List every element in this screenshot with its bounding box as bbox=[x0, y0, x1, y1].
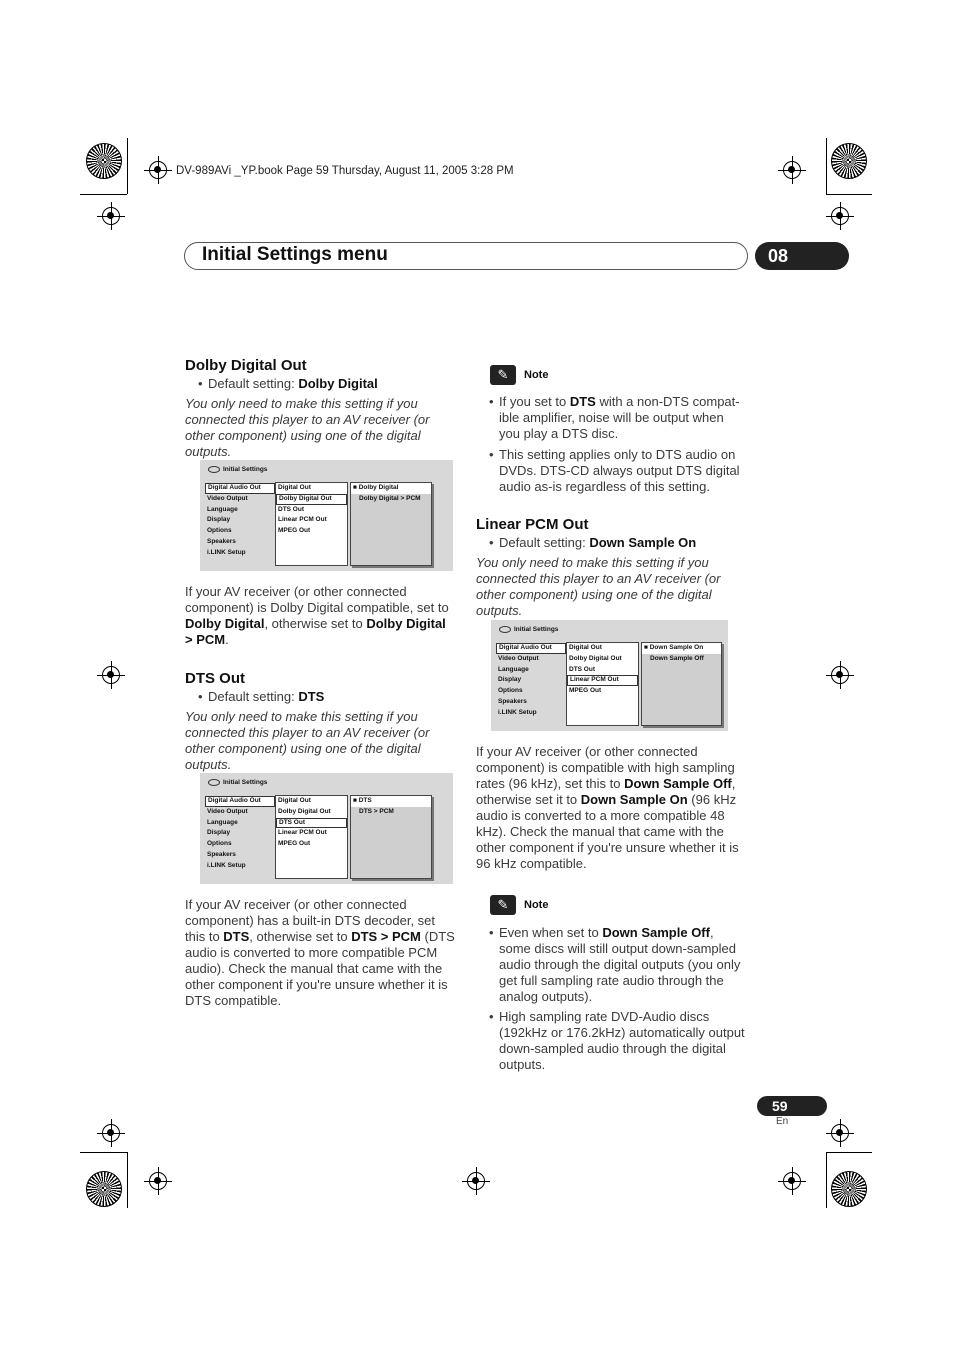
section-dts-out bbox=[185, 671, 455, 773]
screen-header: Initial Settings bbox=[208, 466, 267, 473]
page-language: En bbox=[776, 1116, 789, 1127]
default-setting: • Default setting: DTS bbox=[185, 689, 455, 705]
submenu-panel bbox=[275, 482, 348, 566]
menu-item[interactable]: Video Output bbox=[207, 807, 248, 815]
note-bullet: • Even when set to Down Sample Off, some discs will still output down-sampled audio through the digital outputs (you only get full sampling rate audio through the analog outputs). bbox=[476, 925, 746, 1005]
option-item[interactable]: ■ Down Sample On bbox=[642, 643, 721, 654]
options-panel bbox=[350, 795, 432, 879]
submenu-panel bbox=[275, 795, 348, 879]
menu-item[interactable]: Language bbox=[207, 505, 238, 513]
registration-starburst-icon bbox=[831, 143, 867, 179]
menu-item[interactable]: Language bbox=[207, 818, 238, 826]
dts-body bbox=[185, 897, 455, 1009]
note-label: Note bbox=[524, 369, 549, 381]
menu-item[interactable]: Language bbox=[498, 665, 529, 673]
crosshair-icon bbox=[783, 161, 801, 179]
page-number: 59 bbox=[757, 1096, 827, 1116]
italic-note: You only need to make this setting if you connected this player to an AV receiver (or other component) using one of the digital outputs. bbox=[185, 709, 430, 772]
submenu-item[interactable]: Dolby Digital Out bbox=[276, 494, 347, 505]
menu-item[interactable]: Speakers bbox=[207, 537, 236, 545]
section-heading: DTS Out bbox=[185, 670, 245, 687]
crosshair-icon bbox=[102, 666, 120, 684]
option-item[interactable]: ■ Dolby Digital bbox=[351, 483, 431, 494]
note-bullet: • High sampling rate DVD-Audio discs (192kHz or 176.2kHz) automatically output down-sampled audio through the digital outputs. bbox=[476, 1009, 746, 1073]
default-setting: • Default setting: Down Sample On bbox=[476, 535, 746, 551]
option-item[interactable]: ■ DTS bbox=[351, 796, 431, 807]
crosshair-icon bbox=[783, 1172, 801, 1190]
options-panel bbox=[641, 642, 722, 726]
registration-starburst-icon bbox=[86, 143, 122, 179]
crosshair-icon bbox=[831, 1124, 849, 1142]
menu-item[interactable]: i.LINK Setup bbox=[207, 861, 246, 869]
option-item[interactable]: DTS > PCM bbox=[359, 807, 394, 815]
italic-note: You only need to make this setting if you connected this player to an AV receiver (or other component) using one of the digital outputs. bbox=[476, 555, 721, 618]
screen-header: Initial Settings bbox=[208, 779, 267, 786]
submenu-item[interactable]: DTS Out bbox=[276, 818, 347, 829]
menu-item[interactable]: Options bbox=[207, 527, 232, 535]
note-bullet: • This setting applies only to DTS audio on DVDs. DTS-CD always output DTS digital audio as-is regardless of this setting. bbox=[476, 447, 746, 495]
crosshair-icon bbox=[102, 1124, 120, 1142]
submenu-panel bbox=[566, 642, 639, 726]
menu-item[interactable]: Options bbox=[207, 840, 232, 848]
screen-dts-out bbox=[200, 773, 453, 884]
section-heading: Linear PCM Out bbox=[476, 516, 589, 533]
crosshair-icon bbox=[467, 1172, 485, 1190]
submenu-item[interactable]: DTS Out bbox=[569, 665, 595, 673]
crosshair-icon bbox=[149, 1172, 167, 1190]
submenu-item[interactable]: Dolby Digital Out bbox=[569, 654, 622, 662]
menu-item[interactable]: Display bbox=[207, 516, 231, 524]
print-header: DV-989AVi _YP.book Page 59 Thursday, August 11, 2005 3:28 PM bbox=[176, 165, 514, 177]
menu-item[interactable]: Digital Audio Out bbox=[205, 483, 275, 494]
menu-item[interactable]: Display bbox=[498, 676, 522, 684]
menu-item[interactable]: Speakers bbox=[207, 850, 236, 858]
submenu-item[interactable]: Linear PCM Out bbox=[567, 675, 638, 686]
crosshair-icon bbox=[149, 161, 167, 179]
submenu-item[interactable]: MPEG Out bbox=[278, 840, 311, 848]
italic-note: You only need to make this setting if you connected this player to an AV receiver (or other component) using one of the digital outputs. bbox=[185, 396, 430, 459]
option-item[interactable]: Dolby Digital > PCM bbox=[359, 494, 421, 502]
submenu-item[interactable]: Linear PCM Out bbox=[278, 516, 327, 524]
crosshair-icon bbox=[831, 207, 849, 225]
body-text: If your AV receiver (or other connected component) is Dolby Digital compatible, set to Dolby Digital, otherwise set to Dolby Digital > PCM. bbox=[185, 584, 449, 647]
menu-panel bbox=[204, 482, 276, 566]
menu-item[interactable]: Digital Audio Out bbox=[205, 796, 275, 807]
note-1 bbox=[476, 394, 746, 495]
crosshair-icon bbox=[102, 207, 120, 225]
page-title: Initial Settings menu bbox=[202, 244, 388, 265]
disc-icon bbox=[208, 466, 220, 473]
menu-item[interactable]: i.LINK Setup bbox=[498, 708, 537, 716]
menu-item[interactable]: Video Output bbox=[498, 654, 539, 662]
menu-item[interactable]: Video Output bbox=[207, 494, 248, 502]
note-pencil-icon: ✎ bbox=[490, 895, 516, 915]
submenu-item[interactable]: Dolby Digital Out bbox=[278, 807, 331, 815]
submenu-item[interactable]: Digital Out bbox=[278, 484, 311, 491]
submenu-item[interactable]: MPEG Out bbox=[569, 687, 602, 695]
note-pencil-icon: ✎ bbox=[490, 365, 516, 385]
dolby-body bbox=[185, 584, 455, 648]
submenu-item[interactable]: MPEG Out bbox=[278, 527, 311, 535]
body-text: If your AV receiver (or other connected component) has a built-in DTS decoder, set this to DTS, otherwise set to DTS > PCM (DTS audio is converted to more compatible PCM audio). Check the manual that came with the other component if you're unsure whether it is DTS compatible. bbox=[185, 897, 455, 1008]
submenu-item[interactable]: Digital Out bbox=[569, 644, 602, 651]
menu-item[interactable]: Speakers bbox=[498, 697, 527, 705]
section-heading: Dolby Digital Out bbox=[185, 357, 307, 374]
menu-item[interactable]: Display bbox=[207, 829, 231, 837]
body-text: If your AV receiver (or other connected component) is compatible with high sampling rates (96 kHz), set this to Down Sample Off, otherwise set it to Down Sample On (96 kHz audio is converted to a more compatible 48 kHz). Check the manual that came with the other component if you're unsure whether it is 96 kHz compatible. bbox=[476, 744, 739, 871]
registration-starburst-icon bbox=[831, 1171, 867, 1207]
note-bullet: • If you set to DTS with a non-DTS compat-ible amplifier, noise will be output when you play a DTS disc. bbox=[476, 394, 746, 442]
options-panel bbox=[350, 482, 432, 566]
menu-panel bbox=[495, 642, 567, 726]
note-label: Note bbox=[524, 899, 549, 911]
pcm-body bbox=[476, 744, 746, 872]
option-item[interactable]: Down Sample Off bbox=[650, 654, 704, 662]
crosshair-icon bbox=[831, 666, 849, 684]
menu-item[interactable]: i.LINK Setup bbox=[207, 548, 246, 556]
menu-panel bbox=[204, 795, 276, 879]
submenu-item[interactable]: Linear PCM Out bbox=[278, 829, 327, 837]
menu-item[interactable]: Digital Audio Out bbox=[496, 643, 566, 654]
section-dolby-digital-out bbox=[185, 358, 455, 460]
screen-header: Initial Settings bbox=[499, 626, 558, 633]
registration-starburst-icon bbox=[86, 1171, 122, 1207]
section-linear-pcm-out bbox=[476, 517, 746, 619]
screen-dolby-digital-out bbox=[200, 460, 453, 571]
submenu-item[interactable]: DTS Out bbox=[278, 505, 304, 513]
submenu-item[interactable]: Digital Out bbox=[278, 797, 311, 804]
screen-linear-pcm-out bbox=[491, 620, 728, 731]
note-2 bbox=[476, 925, 746, 1073]
default-setting: • Default setting: Dolby Digital bbox=[185, 376, 455, 392]
disc-icon bbox=[208, 779, 220, 786]
disc-icon bbox=[499, 626, 511, 633]
menu-item[interactable]: Options bbox=[498, 687, 523, 695]
chapter-badge: 08 bbox=[755, 242, 849, 270]
